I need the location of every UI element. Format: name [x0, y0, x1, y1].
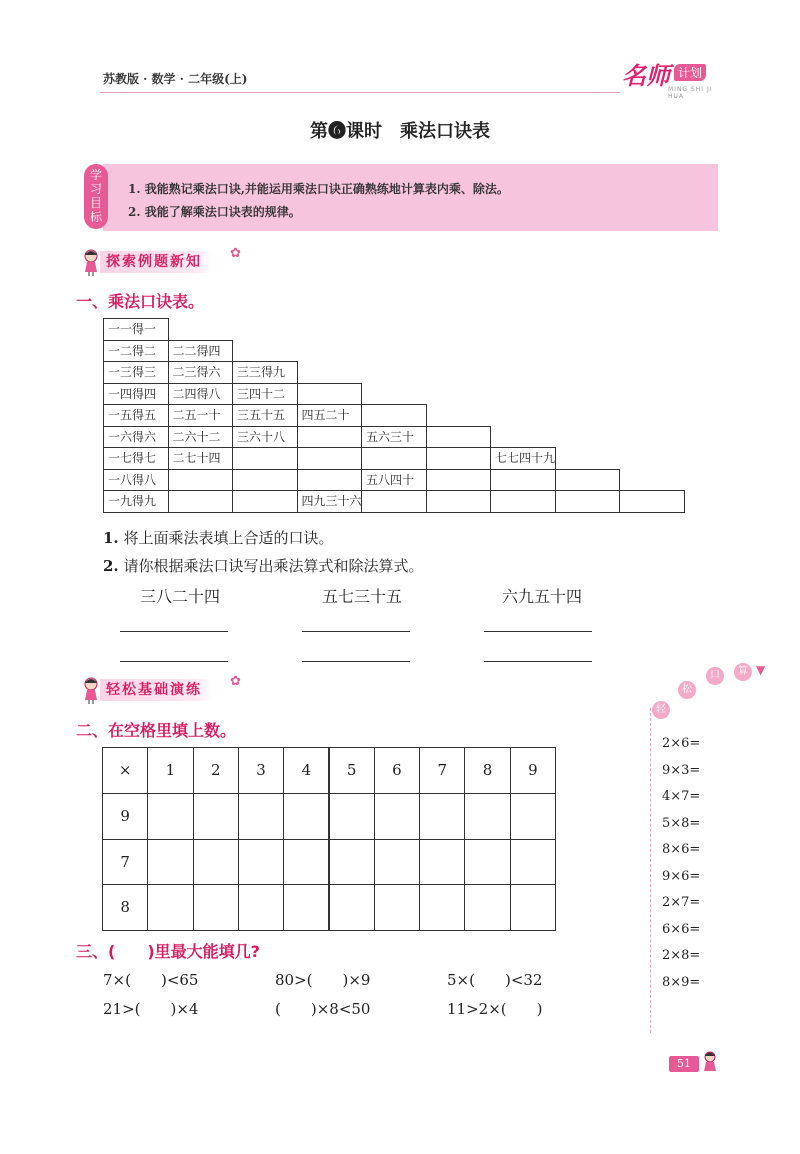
answer-line[interactable] — [120, 631, 228, 632]
grid-answer-cell[interactable] — [283, 884, 329, 931]
girl-mascot-icon — [80, 248, 102, 276]
formula-cell: 三三得九 — [232, 361, 298, 384]
learning-goals-box — [103, 164, 718, 231]
flower-icon: ✿ — [230, 246, 241, 261]
grid-answer-cell[interactable] — [193, 793, 239, 840]
question-1-title: 一、乘法口诀表。 — [76, 292, 205, 311]
formula-cell: 二五一十 — [168, 404, 234, 427]
grid-row-header-cell: 9 — [102, 793, 148, 840]
side-title-char: 口 — [706, 667, 724, 685]
answer-line[interactable] — [484, 661, 592, 662]
grid-header-cell: 3 — [238, 747, 284, 794]
grid-header-cell: 2 — [193, 747, 239, 794]
grid-answer-cell[interactable] — [374, 793, 420, 840]
formula-cell[interactable] — [168, 469, 234, 492]
formula-cell: 二四得八 — [168, 383, 234, 406]
formula-cell[interactable] — [297, 383, 363, 406]
grid-answer-cell[interactable] — [419, 793, 465, 840]
oral-calc-item: 9×3= — [662, 762, 701, 778]
formula-cell[interactable] — [555, 490, 621, 513]
formula-cell[interactable] — [361, 447, 427, 470]
grid-answer-cell[interactable] — [510, 839, 556, 886]
goals-tag-char: 习 — [89, 182, 102, 196]
instruction-1 — [103, 527, 333, 548]
formula-cell: 一四得四 — [103, 383, 169, 406]
brand-logo — [622, 56, 722, 100]
formula-cell: 一三得三 — [103, 361, 169, 384]
grid-answer-cell[interactable] — [147, 839, 193, 886]
brand-main-text: 名师 — [622, 61, 670, 90]
header-divider — [100, 92, 620, 93]
triangle-icon: ▼ — [756, 663, 766, 677]
formula-cell[interactable] — [232, 469, 298, 492]
grid-row-header-cell: 7 — [102, 839, 148, 886]
grid-answer-cell[interactable] — [329, 884, 375, 931]
brand-sub-text: 计划 — [674, 64, 706, 81]
grid-header-cell: 9 — [510, 747, 556, 794]
oral-calc-item: 2×7= — [662, 895, 701, 910]
oral-calc-item: 9×6= — [662, 868, 701, 884]
goals-tag-char: 标 — [89, 210, 102, 224]
formula-cell: 三五十五 — [232, 404, 298, 427]
comparison-item: 80>( )×9 — [275, 971, 371, 989]
instruction-2 — [103, 555, 423, 576]
formula-phrase-1: 三八二十四 — [140, 587, 221, 606]
grid-header-cell: 8 — [464, 747, 510, 794]
goals-tag-char: 目 — [89, 196, 102, 210]
question-3-title: 三、( )里最大能填几? — [76, 942, 260, 961]
answer-line[interactable] — [302, 661, 410, 662]
comparison-item: ( )×8<50 — [275, 1000, 371, 1018]
side-panel-header — [652, 663, 772, 719]
grid-answer-cell[interactable] — [193, 839, 239, 886]
answer-line[interactable] — [302, 631, 410, 632]
grid-answer-cell[interactable] — [147, 884, 193, 931]
grid-answer-cell[interactable] — [419, 884, 465, 931]
formula-cell[interactable] — [426, 447, 492, 470]
formula-cell: 五八四十 — [361, 469, 427, 492]
answer-line[interactable] — [484, 631, 592, 632]
grid-answer-cell[interactable] — [329, 839, 375, 886]
formula-cell: 七七四十九 — [490, 447, 556, 470]
girl-mascot-icon — [80, 676, 102, 704]
grid-answer-cell[interactable] — [374, 839, 420, 886]
brand-pinyin: MING SHI JI HUA — [668, 86, 713, 100]
answer-line[interactable] — [120, 661, 228, 662]
formula-cell: 一五得五 — [103, 404, 169, 427]
section-banner-title: 探索例题新知 — [100, 251, 212, 273]
formula-cell: 一九得九 — [103, 490, 169, 513]
grid-answer-cell[interactable] — [464, 884, 510, 931]
side-divider — [650, 708, 651, 1033]
grid-header-cell: 5 — [329, 747, 375, 794]
formula-cell[interactable] — [490, 469, 556, 492]
formula-cell[interactable] — [297, 447, 363, 470]
formula-cell[interactable] — [361, 490, 427, 513]
goals-tag-char: 学 — [89, 168, 102, 182]
flower-icon: ✿ — [230, 674, 241, 689]
goal-item-2: 2. 我能了解乘法口诀表的规律。 — [128, 205, 301, 219]
oral-calc-item: 8×9= — [662, 974, 701, 990]
page-number: 51 — [669, 1056, 699, 1072]
oral-calc-item: 4×7= — [662, 789, 701, 804]
formula-cell[interactable] — [426, 469, 492, 492]
grid-row-header-cell: 8 — [102, 884, 148, 931]
grid-header-cell: 6 — [374, 747, 420, 794]
formula-cell: 二二得四 — [168, 340, 234, 363]
comparison-item: 21>( )×4 — [103, 1000, 199, 1018]
formula-cell: 四五二十 — [297, 404, 363, 427]
comparison-item: 5×( )<32 — [447, 971, 543, 989]
grid-answer-cell[interactable] — [193, 884, 239, 931]
formula-cell[interactable] — [426, 426, 492, 449]
formula-cell: 一一得一 — [103, 318, 169, 341]
grid-answer-cell[interactable] — [464, 839, 510, 886]
fill-in-grid — [102, 747, 555, 930]
side-title-char: 松 — [678, 681, 696, 699]
formula-cell[interactable] — [555, 469, 621, 492]
grid-answer-cell[interactable] — [283, 839, 329, 886]
section-banner-explore — [80, 248, 250, 274]
girl-mascot-icon — [700, 1050, 720, 1074]
grid-answer-cell[interactable] — [329, 793, 375, 840]
oral-calc-item: 2×8= — [662, 948, 701, 963]
formula-phrase-2: 五七三十五 — [322, 587, 403, 606]
grid-answer-cell[interactable] — [238, 839, 284, 886]
formula-cell[interactable] — [232, 490, 298, 513]
formula-cell[interactable] — [168, 490, 234, 513]
oral-calc-item: 2×6= — [662, 736, 701, 751]
formula-cell: 一二得二 — [103, 340, 169, 363]
side-title-char: 轻 — [652, 701, 670, 719]
oral-calc-item: 8×6= — [662, 842, 701, 857]
grid-answer-cell[interactable] — [419, 839, 465, 886]
header-book-info: 苏教版 · 数学 · 二年级(上) — [103, 72, 248, 86]
formula-cell: 四九三十六 — [297, 490, 363, 513]
instruction-number: 2. — [103, 557, 119, 575]
grid-header-cell: 7 — [419, 747, 465, 794]
formula-cell: 三四十二 — [232, 383, 298, 406]
formula-cell[interactable] — [361, 404, 427, 427]
comparison-item: 7×( )<65 — [103, 971, 199, 989]
formula-cell: 五六三十 — [361, 426, 427, 449]
formula-cell[interactable] — [297, 426, 363, 449]
grid-answer-cell[interactable] — [238, 793, 284, 840]
formula-cell[interactable] — [490, 490, 556, 513]
formula-cell: 二六十二 — [168, 426, 234, 449]
formula-cell[interactable] — [297, 469, 363, 492]
oral-calc-item: 6×6= — [662, 921, 701, 937]
formula-cell: 二三得六 — [168, 361, 234, 384]
formula-cell: 三六十八 — [232, 426, 298, 449]
grid-answer-cell[interactable] — [510, 793, 556, 840]
grid-answer-cell[interactable] — [374, 884, 420, 931]
grid-answer-cell[interactable] — [510, 884, 556, 931]
instruction-text: 将上面乘法表填上合适的口诀。 — [118, 529, 334, 547]
formula-cell: 一六得六 — [103, 426, 169, 449]
grid-answer-cell[interactable] — [238, 884, 284, 931]
formula-cell: 一八得八 — [103, 469, 169, 492]
formula-cell[interactable] — [426, 490, 492, 513]
comparison-item: 11>2×( ) — [447, 1000, 543, 1018]
formula-cell: 一七得七 — [103, 447, 169, 470]
grid-answer-cell[interactable] — [464, 793, 510, 840]
section-banner-practice — [80, 676, 250, 702]
formula-cell[interactable] — [232, 447, 298, 470]
instruction-text: 请你根据乘法口诀写出乘法算式和除法算式。 — [118, 557, 424, 575]
formula-phrase-3: 六九五十四 — [502, 587, 583, 606]
side-title-char: 算 — [734, 663, 752, 681]
grid-header-cell: 1 — [147, 747, 193, 794]
grid-answer-cell[interactable] — [147, 793, 193, 840]
lesson-title: 第❻课时 乘法口诀表 — [310, 121, 490, 142]
question-2-title: 二、在空格里填上数。 — [76, 721, 237, 740]
formula-cell[interactable] — [619, 490, 685, 513]
grid-answer-cell[interactable] — [283, 793, 329, 840]
learning-goals-tag — [84, 164, 108, 229]
instruction-number: 1. — [103, 529, 119, 547]
formula-cell: 二七十四 — [168, 447, 234, 470]
grid-operator-cell: × — [102, 747, 148, 794]
grid-header-cell: 4 — [283, 747, 329, 794]
oral-calc-item: 5×8= — [662, 815, 701, 831]
goal-item-1: 1. 我能熟记乘法口诀,并能运用乘法口诀正确熟练地计算表内乘、除法。 — [128, 182, 509, 196]
section-banner-title: 轻松基础演练 — [100, 679, 212, 701]
